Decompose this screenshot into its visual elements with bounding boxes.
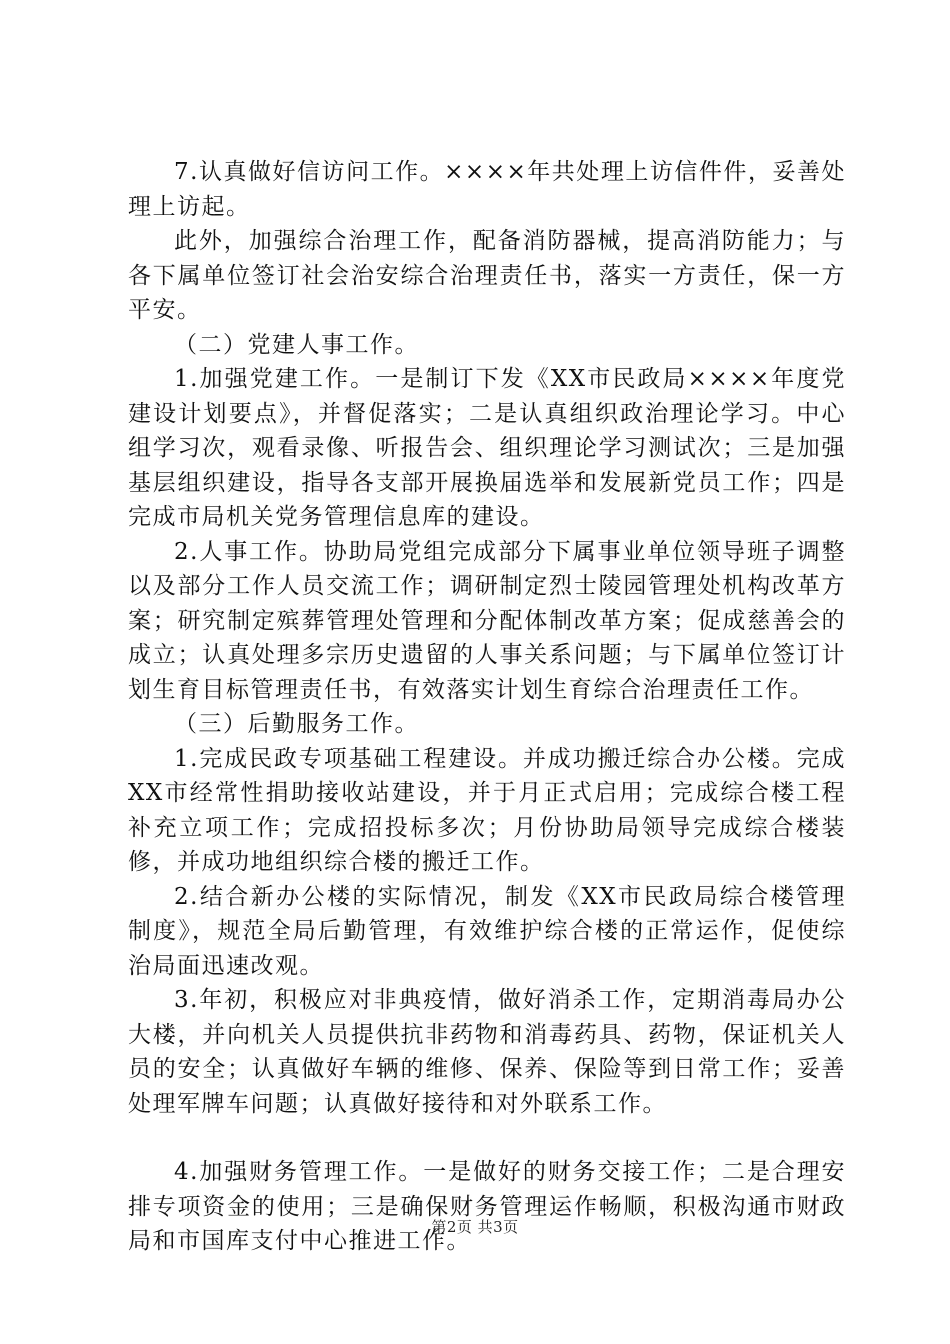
paragraph-infrastructure: 1.完成民政专项基础工程建设。并成功搬迁综合办公楼。完成XX市经常性捐助接收站建设，并于月正式启用；完成综合楼工程补充立项工作；完成招投标多次；月份协助局领导完成综合楼装修，并成功地组织综合楼的搬迁工作。	[128, 745, 846, 875]
section-heading-logistics: （三）后勤服务工作。	[174, 711, 419, 737]
paragraph-party-building: 1.加强党建工作。一是制订下发《XX市民政局××××年度党建设计划要点》，并督促落实；二是认真组织政治理论学习。中心组学习次，观看录像、听报告会、组织理论学习测试次；三是加强基层组织建设，指导各支部开展换届选举和发展新党员工作；四是完成市局机关党务管理信息库的建设。	[128, 366, 846, 530]
document-body	[128, 155, 846, 1259]
paragraph-financial-management: 4.加强财务管理工作。一是做好的财务交接工作；二是合理安排专项资金的使用；三是确保财务管理运作畅顺，积极沟通市财政局和市国库支付中心推进工作。	[128, 1159, 846, 1254]
page-number-footer: 第2页 共3页	[431, 1218, 519, 1236]
paragraph-epidemic-response: 3.年初，积极应对非典疫情，做好消杀工作，定期消毒局办公大楼，并向机关人员提供抗非药物和消毒药具、药物，保证机关人员的安全；认真做好车辆的维修、保养、保险等到日常工作；妥善处理军牌车问题；认真做好接待和对外联系工作。	[128, 987, 846, 1117]
section-heading-party-personnel: （二）党建人事工作。	[174, 331, 419, 358]
paragraph-item-7: 7.认真做好信访问工作。××××年共处理上访信件件，妥善处理上访起。	[128, 159, 846, 220]
paragraph-comprehensive-governance: 此外，加强综合治理工作，配备消防器械，提高消防能力；与各下属单位签订社会治安综合治理责任书，落实一方责任，保一方平安。	[128, 228, 846, 323]
paragraph-spacer	[128, 1121, 846, 1155]
paragraph-personnel-work: 2.人事工作。协助局党组完成部分下属事业单位领导班子调整以及部分工作人员交流工作；调研制定烈士陵园管理处机构改革方案；研究制定殡葬管理处管理和分配体制改革方案；促成慈善会的成立；认真处理多宗历史遗留的人事关系问题；与下属单位签订计划生育目标管理责任书，有效落实计划生育综合治理责任工作。	[128, 538, 846, 703]
paragraph-building-management: 2.结合新办公楼的实际情况，制发《XX市民政局综合楼管理制度》，规范全局后勤管理，有效维护综合楼的正常运作，促使综治局面迅速改观。	[128, 883, 846, 979]
